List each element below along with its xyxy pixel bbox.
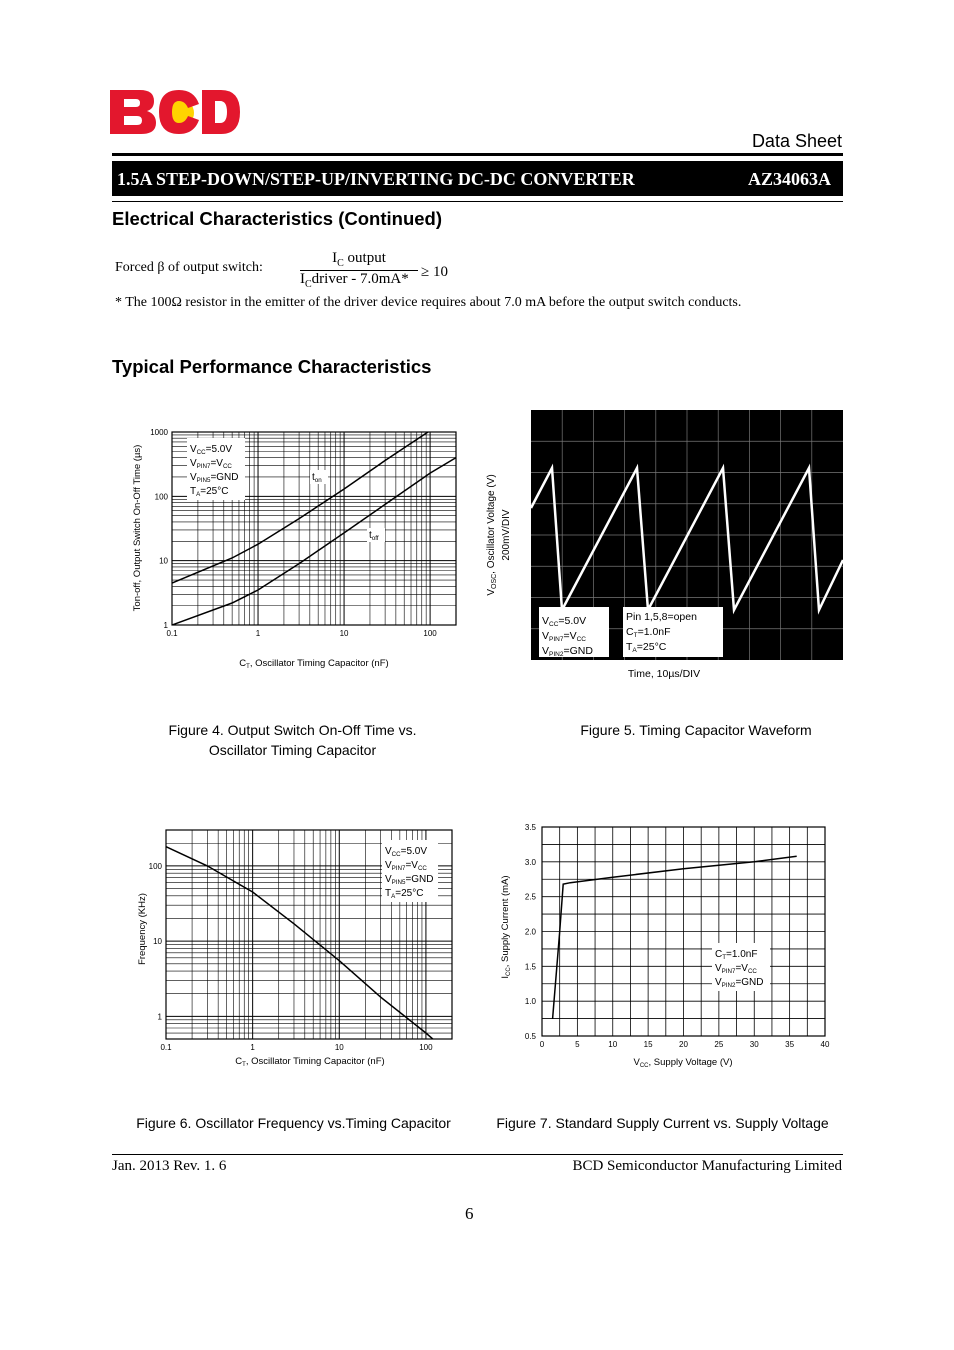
y-axis-label-sub: CC xyxy=(506,967,512,976)
fig4-legend-item-rest: =V xyxy=(210,458,223,469)
figure-6-caption: Figure 6. Oscillator Frequency vs.Timing Capacitor xyxy=(136,1115,451,1131)
fig6-legend-item-main: V xyxy=(385,846,392,857)
fig4-legend-item xyxy=(190,444,232,456)
figure-6-chart xyxy=(130,820,465,1075)
fig7-legend-item xyxy=(715,949,757,961)
x-tick-label: 20 xyxy=(679,1040,688,1049)
fig4-legend-item-main: V xyxy=(190,444,197,455)
y-axis-label-sub: OSC xyxy=(491,573,498,589)
x-tick-label: 5 xyxy=(575,1040,580,1049)
x-tick-label: 10 xyxy=(339,629,349,638)
fig4-legend-item-main: V xyxy=(190,472,197,483)
scope-info-2-item xyxy=(626,626,671,639)
fig6-legend-item-rest: =V xyxy=(405,860,418,871)
y-axis-label xyxy=(486,474,498,595)
scope-info-1-item-main: V xyxy=(542,645,550,657)
scope-info-1-item-main: V xyxy=(542,630,550,642)
scope-info-2-item-main: T xyxy=(626,641,633,653)
y-axis-label-main: I xyxy=(500,975,511,979)
y-tick-label: 3.0 xyxy=(524,857,536,867)
x-axis-label-main: C xyxy=(239,658,247,669)
part-number: AZ34063A xyxy=(747,169,831,189)
x-tick-label: 1 xyxy=(255,629,261,638)
fig4-legend-item xyxy=(190,486,228,498)
scope-info-1-item-sub: PIN7 xyxy=(549,636,564,643)
x-tick-label: 25 xyxy=(714,1040,724,1049)
fig7-legend-item-main: C xyxy=(715,949,723,960)
bcd-logo xyxy=(110,88,242,136)
x-axis-label xyxy=(239,658,388,670)
y-tick-label: 1000 xyxy=(150,428,168,437)
fig7-legend-item-sub: T xyxy=(722,954,727,961)
y-tick-label: 1 xyxy=(157,1012,162,1022)
y-axis-label: Ton-off, Output Switch On-Off Time (µs) xyxy=(132,444,143,612)
y-tick-label: 10 xyxy=(159,556,168,566)
y-axis-label-scale: 200mV/DIV xyxy=(501,509,512,561)
footer-date: Jan. 2013 Rev. 1. 6 xyxy=(112,1158,227,1174)
figure-5-caption: Figure 5. Timing Capacitor Waveform xyxy=(580,722,812,738)
doc-type: Data Sheet xyxy=(751,131,842,151)
x-axis-label: Time, 10µs/DIV xyxy=(627,668,701,680)
title-bar xyxy=(112,161,843,196)
scope-info-2-item-rest: =25°C xyxy=(636,641,667,653)
document-title: 1.5A STEP-DOWN/STEP-UP/INVERTING DC-DC CONVERTER xyxy=(117,169,635,189)
y-tick-label: 100 xyxy=(154,492,168,502)
x-axis-label-rest: , Supply Voltage (V) xyxy=(648,1057,733,1068)
scope-info-2-item-sub: T xyxy=(633,632,638,639)
x-axis-label-sub: T xyxy=(242,1062,246,1068)
fig6-legend-item-rest: =25°C xyxy=(395,888,424,899)
footer-company: BCD Semiconductor Manufacturing Limited xyxy=(572,1158,842,1174)
y-tick-label: 10 xyxy=(153,937,162,947)
x-axis-label-main: V xyxy=(633,1057,640,1068)
scope-info-1-item-sub2: CC xyxy=(576,636,586,643)
x-axis-label-main: C xyxy=(235,1056,243,1067)
x-tick-label: 10 xyxy=(608,1040,618,1049)
fig7-legend-item-sub: PIN2 xyxy=(721,982,736,989)
beta-label: Forced β of output switch: xyxy=(115,260,263,275)
fig6-legend-item-sub: A xyxy=(391,893,396,900)
fig6-legend-item xyxy=(385,888,423,900)
x-tick-label: 100 xyxy=(423,629,437,638)
fig7-legend-item-sub2: CC xyxy=(747,968,757,975)
fig4-legend-item-sub: CC xyxy=(196,449,206,456)
bcd-logo-svg xyxy=(110,88,242,136)
beta-formula xyxy=(300,250,420,290)
fig4-legend-item-sub: PIN7 xyxy=(196,463,211,470)
figure-7-caption: Figure 7. Standard Supply Current vs. Supply Voltage xyxy=(496,1115,829,1131)
y-tick-label: 0.5 xyxy=(524,1032,536,1041)
fig4-legend-item-main: T xyxy=(190,486,197,497)
figure-7-chart xyxy=(490,815,845,1075)
fig7-legend-item-main: V xyxy=(715,963,722,974)
x-axis-label xyxy=(634,1057,733,1069)
ton-label-sub: on xyxy=(314,477,322,484)
fig6-legend-item-sub: PIN5 xyxy=(391,879,406,886)
x-tick-label: 0 xyxy=(539,1040,545,1049)
y-tick-label: 1.0 xyxy=(524,997,536,1007)
scope-info-1-item-main: V xyxy=(542,615,550,627)
fig6-legend-item-main: V xyxy=(385,860,392,871)
fig7-legend-item-rest: =V xyxy=(735,963,748,974)
y-tick-label: 1 xyxy=(163,621,168,630)
fig6-legend-item-sub: CC xyxy=(391,851,401,858)
scope-info-1-item-rest: =GND xyxy=(563,645,593,657)
figure-4-caption: Figure 4. Output Switch On-Off Time vs. Oscillator Timing Capacitor xyxy=(168,722,417,758)
y-tick-label: 1.5 xyxy=(524,962,536,972)
x-axis-label-sub: T xyxy=(246,664,250,670)
series-line-0 xyxy=(553,856,797,1018)
ton-label-main: t xyxy=(312,472,315,483)
y-axis-label-main: V xyxy=(486,588,497,596)
x-tick-label: 100 xyxy=(419,1043,433,1052)
page-number: 6 xyxy=(465,1204,474,1223)
figure-5-chart xyxy=(480,405,850,690)
formula-numerator: $I_C$ output xyxy=(300,250,418,271)
fig7-legend-item-rest: =GND xyxy=(735,977,764,988)
formula-inequality: ≥ 10 xyxy=(421,264,448,280)
fig6-legend-item-sub: PIN7 xyxy=(391,865,406,872)
fig4-legend-item-sub: A xyxy=(196,491,201,498)
fig6-legend-item-rest: =GND xyxy=(405,874,434,885)
y-axis-label-rest: , Oscillator Voltage (V) xyxy=(486,474,497,574)
fig4-legend-item-rest: =5.0V xyxy=(205,444,233,455)
toff-label-main: t xyxy=(369,530,372,541)
fig4-legend-item-sub: PIN5 xyxy=(196,477,211,484)
y-tick-label: 2.0 xyxy=(524,927,536,937)
toff-label-sub: off xyxy=(371,535,379,542)
scope-info-2-item-sub: A xyxy=(632,647,637,654)
figure-4-chart xyxy=(125,420,465,675)
scope-info-2-item xyxy=(626,641,667,654)
fig4-legend-item-sub2: CC xyxy=(222,463,232,470)
x-tick-label: 35 xyxy=(785,1040,795,1049)
fig6-legend-item-rest: =5.0V xyxy=(400,846,428,857)
y-tick-label: 2.5 xyxy=(524,892,536,902)
logo-letter-d xyxy=(202,90,240,134)
y-axis-label: Frequency (KHz) xyxy=(137,893,148,965)
formula-denominator: $I_Cdriver - 7.0mA*$ xyxy=(300,271,409,290)
scope-info-2-item xyxy=(626,611,697,623)
fig4-legend-item-rest: =25°C xyxy=(200,486,229,497)
y-axis-label xyxy=(500,875,512,978)
x-tick-label: 0.1 xyxy=(166,629,178,638)
header-rule xyxy=(112,153,843,156)
scope-info-2-item-rest: =1.0nF xyxy=(637,626,671,638)
y-tick-label: 100 xyxy=(148,861,162,871)
x-tick-label: 15 xyxy=(643,1040,653,1049)
x-tick-label: 1 xyxy=(250,1043,255,1052)
y-axis-label-rest: , Supply Current (mA) xyxy=(500,875,511,968)
x-tick-label: 10 xyxy=(334,1043,344,1052)
fig4-legend-item-main: V xyxy=(190,458,197,469)
scope-info-1-item-sub: CC xyxy=(549,621,559,628)
scope-info-1-item-rest: =5.0V xyxy=(558,615,587,627)
x-axis-label-sub: CC xyxy=(639,1063,649,1069)
footer-rule xyxy=(112,1154,843,1155)
fig6-legend-item-main: T xyxy=(385,888,392,899)
x-tick-label: 0.1 xyxy=(160,1043,172,1052)
scope-info-1-item-rest: =V xyxy=(563,630,577,642)
fig6-legend-item-main: V xyxy=(385,874,392,885)
typical-heading: Typical Performance Characteristics xyxy=(112,356,432,377)
fig6-legend-item xyxy=(385,846,427,858)
fig7-legend-item-sub: PIN7 xyxy=(721,968,736,975)
logo-letter-b xyxy=(110,90,156,134)
scope-info-1-item-sub: PIN2 xyxy=(549,651,564,658)
electrical-heading: Electrical Characteristics (Continued) xyxy=(112,208,443,229)
fig4-legend-item-rest: =GND xyxy=(210,472,239,483)
fig6-legend-item-sub2: CC xyxy=(417,865,427,872)
x-axis-label-rest: , Oscillator Timing Capacitor (nF) xyxy=(245,1056,385,1067)
fig7-legend-item-rest: =1.0nF xyxy=(726,949,758,960)
resistor-note: * The 100Ω resistor in the emitter of the driver device requires about 7.0 mA before the output switch conducts. xyxy=(115,295,742,310)
scope-info-2-item-main: Pin 1,5,8=open xyxy=(626,611,697,623)
scope-info-2-item-main: C xyxy=(626,626,634,638)
x-tick-label: 30 xyxy=(749,1040,759,1049)
fig7-legend-item-main: V xyxy=(715,977,722,988)
x-axis-label-rest: , Oscillator Timing Capacitor (nF) xyxy=(249,658,389,669)
x-tick-label: 40 xyxy=(820,1040,830,1049)
title-rule xyxy=(112,201,843,202)
scope-info-1-item xyxy=(542,615,586,628)
x-axis-label xyxy=(235,1056,384,1068)
y-tick-label: 3.5 xyxy=(524,823,536,832)
